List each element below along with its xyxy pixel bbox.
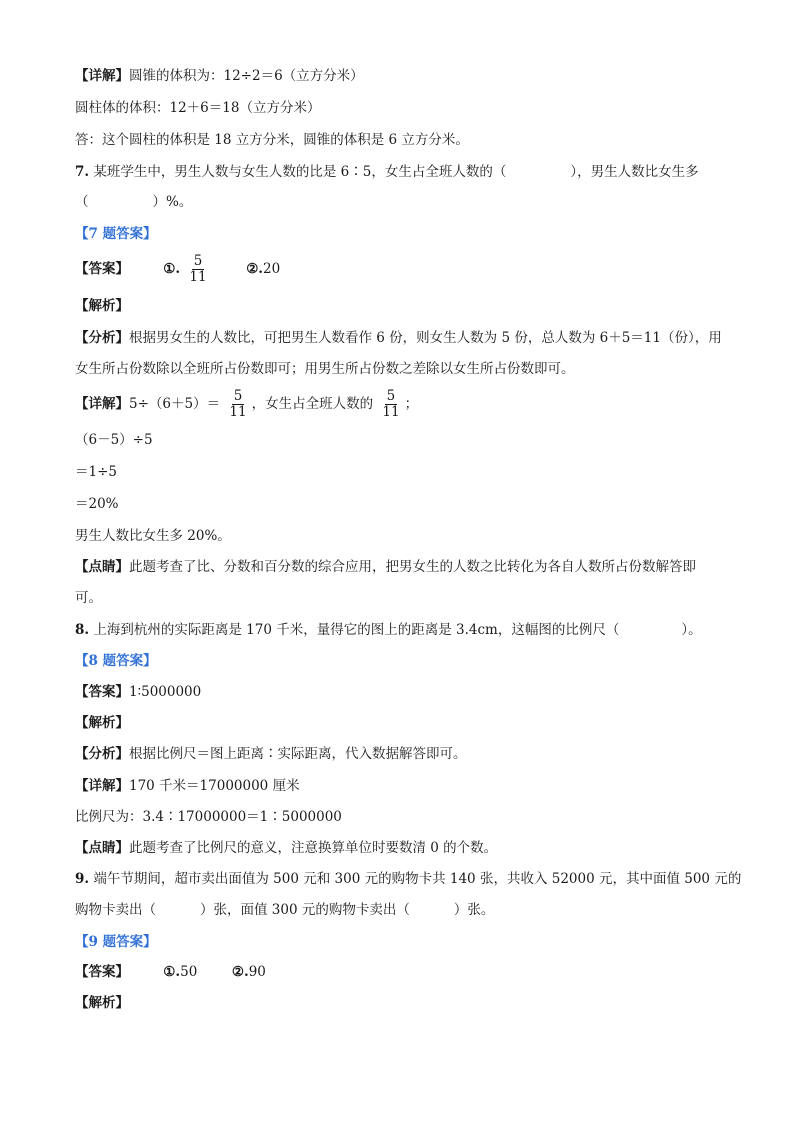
q9-question-l2c: ）张。 xyxy=(453,902,495,918)
q7-detail-c: ； xyxy=(404,396,419,412)
detail-tag: 【详解】 xyxy=(75,778,129,794)
q7-ans2-value: 20 xyxy=(263,261,281,277)
q7-ans1-numerator: 5 xyxy=(193,253,203,269)
q9-question-l2b: ）张，面值 300 元的购物卡卖出（ xyxy=(200,902,410,918)
q9-question-text1: 端午节期间，超市卖出面值为 500 元和 300 元的购物卡共 140 张，共收入 52000 元，其中面值 500 元的 xyxy=(93,871,742,887)
q7-analysis-tag: 【解析】 xyxy=(75,298,129,314)
q7-ans2-marker: ②. xyxy=(246,261,263,277)
q7-detail-fraction2 xyxy=(380,389,401,420)
q8-analysis-tag: 【解析】 xyxy=(75,715,129,731)
q7-detail-fraction1 xyxy=(227,389,248,420)
q9-question-l2a: 购物卡卖出（ xyxy=(75,902,156,918)
q7-dianjing-line2: 可。 xyxy=(75,590,102,606)
q9-ans2-marker: ②. xyxy=(231,964,249,980)
dianjing-tag: 【点睛】 xyxy=(75,840,129,856)
q6-detail-text1: 圆锥的体积为：12÷2＝6（立方分米） xyxy=(129,68,364,84)
q7-fenxi-line1 xyxy=(75,328,722,348)
q7-ans1-fraction xyxy=(187,254,208,285)
q7-detail-b: ，女生占全班人数的 xyxy=(251,396,374,412)
q8-fenxi-line xyxy=(75,744,467,764)
q8-detail-line2: 比例尺为：3.4∶17000000＝1∶5000000 xyxy=(75,809,342,825)
q9-analysis-tag: 【解析】 xyxy=(75,995,129,1011)
q6-detail-line1 xyxy=(75,66,364,86)
fenxi-tag: 【分析】 xyxy=(75,746,129,762)
q9-answer-line xyxy=(75,962,266,982)
q7-question-c1: （ xyxy=(75,194,89,210)
q9-answer-header: 【9 题答案】 xyxy=(75,934,157,950)
q8-detail-line xyxy=(75,776,300,796)
q7-calc2: ＝1÷5 xyxy=(75,464,117,480)
q8-fenxi-text: 根据比例尺＝图上距离∶实际距离，代入数据解答即可。 xyxy=(129,746,467,762)
q7-question-c2: ）%。 xyxy=(152,194,193,210)
q7-dianjing-text1: 此题考查了比、分数和百分数的综合应用，把男女生的人数之比转化为各自人数所占份数解答即 xyxy=(129,559,696,575)
q7-detail-a: 5÷（6＋5）＝ xyxy=(129,396,221,412)
q9-number: 9. xyxy=(75,871,90,887)
q7-question-line1 xyxy=(75,162,699,182)
q7-question-a: 某班学生中，男生人数与女生人数的比是 6∶5，女生占全班人数的（ xyxy=(93,164,507,180)
q8-answer-header: 【8 题答案】 xyxy=(75,653,157,669)
q8-answer-line xyxy=(75,682,201,702)
q7-answer-header: 【7 题答案】 xyxy=(75,226,157,242)
q8-question-a: 上海到杭州的实际距离是 170 千米，量得它的图上的距离是 3.4cm，这幅图的比例尺（ xyxy=(93,622,620,638)
q8-dianjing-line xyxy=(75,838,497,858)
q9-ans1-marker: ①. xyxy=(163,964,181,980)
q6-answer-line: 答：这个圆柱的体积是 18 立方分米，圆锥的体积是 6 立方分米。 xyxy=(75,132,469,148)
q9-question-line1 xyxy=(75,869,741,889)
q7-detail-line xyxy=(75,386,418,422)
answer-tag: 【答案】 xyxy=(75,964,129,980)
q8-question-b: ）。 xyxy=(681,622,702,638)
q8-dianjing-text: 此题考查了比例尺的意义，注意换算单位时要数清 0 的个数。 xyxy=(129,840,498,856)
denominator: 11 xyxy=(382,404,400,420)
q7-ans1-marker: ①. xyxy=(163,261,181,277)
q8-question xyxy=(75,620,702,640)
denominator: 11 xyxy=(229,404,247,420)
q7-ans1-denominator: 11 xyxy=(189,269,207,285)
q9-question-line2 xyxy=(75,900,494,920)
numerator: 5 xyxy=(233,388,243,404)
q7-calc3: ＝20% xyxy=(75,496,119,512)
answer-tag: 【答案】 xyxy=(75,261,129,277)
answer-tag: 【答案】 xyxy=(75,684,129,700)
q8-detail-text: 170 千米＝17000000 厘米 xyxy=(129,778,300,794)
q7-calc1: （6－5）÷5 xyxy=(75,432,153,448)
q7-fenxi-text1: 根据男女生的人数比，可把男生人数看作 6 份，则女生人数为 5 份，总人数为 6＋5＝11（份），用 xyxy=(129,330,722,346)
q7-conclusion: 男生人数比女生多 20%。 xyxy=(75,528,231,544)
q7-fenxi-line2: 女生所占份数除以全班所占份数即可；用男生所占份数之差除以女生所占份数即可。 xyxy=(75,361,575,377)
q7-number: 7. xyxy=(75,164,90,180)
detail-tag: 【详解】 xyxy=(75,396,129,412)
q7-answer-line xyxy=(75,252,280,286)
q9-ans2-value: 90 xyxy=(248,964,266,980)
q7-question-b: ），男生人数比女生多 xyxy=(570,164,699,180)
q6-detail-line2: 圆柱体的体积：12＋6＝18（立方分米） xyxy=(75,100,321,116)
q9-ans1-value: 50 xyxy=(180,964,198,980)
q7-question-line2 xyxy=(75,192,192,212)
q7-dianjing-line1 xyxy=(75,557,696,577)
detail-tag: 【详解】 xyxy=(75,68,129,84)
fenxi-tag: 【分析】 xyxy=(75,330,129,346)
dianjing-tag: 【点睛】 xyxy=(75,559,129,575)
q8-number: 8. xyxy=(75,622,90,638)
numerator: 5 xyxy=(386,388,396,404)
q8-answer-value: 1∶5000000 xyxy=(129,684,202,700)
